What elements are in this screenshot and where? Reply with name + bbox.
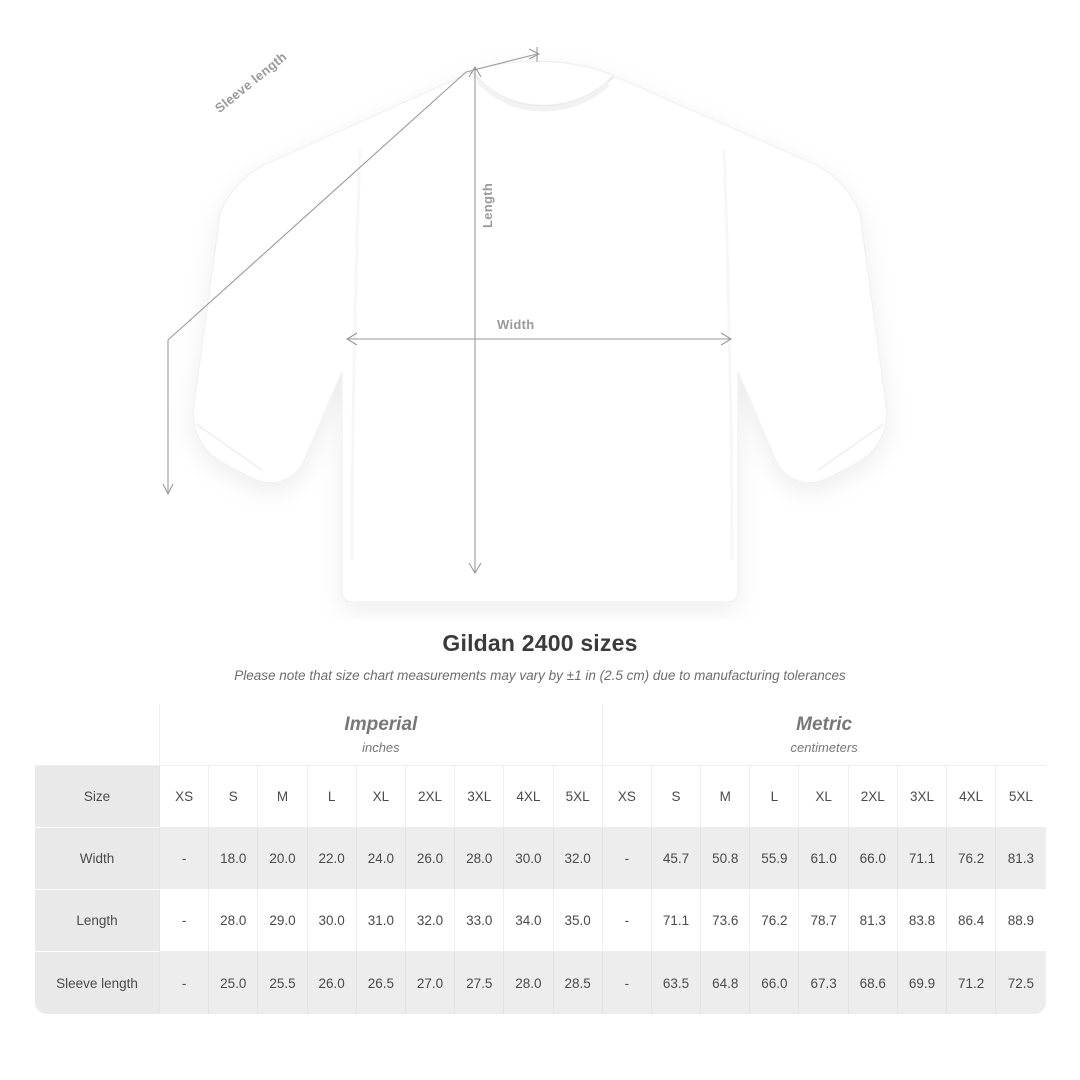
size-header-cell: M (258, 766, 307, 828)
cell: 78.7 (799, 890, 848, 952)
row-measure-label: Length (35, 890, 160, 952)
cell: 86.4 (947, 890, 996, 952)
size-header-row (35, 766, 1046, 828)
row-measure-label: Width (35, 828, 160, 890)
page-title: Gildan 2400 sizes (442, 630, 638, 656)
cell: 26.5 (357, 952, 406, 1014)
cell: 66.0 (849, 828, 898, 890)
units-corner-cell (35, 704, 160, 766)
tolerance-note: Please note that size chart measurements may vary by ±1 in (2.5 cm) due to manufacturing tolerances (234, 668, 846, 683)
size-header-cell: S (652, 766, 701, 828)
cell: 32.0 (554, 828, 603, 890)
cell: 69.9 (898, 952, 947, 1014)
cell: - (160, 890, 209, 952)
cell: 28.5 (554, 952, 603, 1014)
size-header-cell: L (750, 766, 799, 828)
cell: 28.0 (209, 890, 258, 952)
cell: - (160, 828, 209, 890)
cell: 64.8 (701, 952, 750, 1014)
cell: 29.0 (258, 890, 307, 952)
size-header-cell: 3XL (455, 766, 504, 828)
cell: 73.6 (701, 890, 750, 952)
cell: 63.5 (652, 952, 701, 1014)
cell: - (603, 890, 652, 952)
table-row (35, 952, 1046, 1014)
cell: 55.9 (750, 828, 799, 890)
cell: - (603, 952, 652, 1014)
cell: 35.0 (554, 890, 603, 952)
cell: 22.0 (308, 828, 357, 890)
cell: 34.0 (504, 890, 553, 952)
size-header-cell: 2XL (849, 766, 898, 828)
cell: 33.0 (455, 890, 504, 952)
unit-metric-cell (603, 704, 1046, 766)
cell: 30.0 (504, 828, 553, 890)
cell: 81.3 (849, 890, 898, 952)
cell: 88.9 (996, 890, 1045, 952)
cell: 18.0 (209, 828, 258, 890)
size-header-cell: XL (799, 766, 848, 828)
size-header-cell: 5XL (554, 766, 603, 828)
size-header-cell: 5XL (996, 766, 1045, 828)
units-header-row (35, 704, 1046, 766)
size-label-cell: Size (35, 766, 160, 828)
title-block (0, 630, 1080, 683)
unit-metric-sub: centimeters (790, 740, 858, 756)
size-header-cell: S (209, 766, 258, 828)
cell: 32.0 (406, 890, 455, 952)
unit-metric-title: Metric (796, 713, 853, 735)
cell: 26.0 (406, 828, 455, 890)
cell: 27.5 (455, 952, 504, 1014)
width-label: Width (497, 317, 535, 332)
sleeve-length-label: Sleeve length (212, 48, 290, 116)
cell: 30.0 (308, 890, 357, 952)
unit-imperial-cell (160, 704, 603, 766)
size-header-cell: L (308, 766, 357, 828)
size-table-wrap (35, 704, 1045, 1014)
cell: - (603, 828, 652, 890)
size-header-cell: M (701, 766, 750, 828)
size-header-cell: XS (160, 766, 209, 828)
cell: 28.0 (455, 828, 504, 890)
cell: 66.0 (750, 952, 799, 1014)
cell: 50.8 (701, 828, 750, 890)
cell: 71.2 (947, 952, 996, 1014)
size-header-cell: 4XL (947, 766, 996, 828)
cell: 25.5 (258, 952, 307, 1014)
cell: 72.5 (996, 952, 1045, 1014)
cell: 27.0 (406, 952, 455, 1014)
cell: 61.0 (799, 828, 848, 890)
size-header-cell: 2XL (406, 766, 455, 828)
cell: 76.2 (947, 828, 996, 890)
cell: 71.1 (652, 890, 701, 952)
cell: 25.0 (209, 952, 258, 1014)
table-row (35, 890, 1046, 952)
cell: 83.8 (898, 890, 947, 952)
cell: 24.0 (357, 828, 406, 890)
cell: 71.1 (898, 828, 947, 890)
unit-imperial-title: Imperial (344, 713, 418, 735)
cell: - (160, 952, 209, 1014)
cell: 28.0 (504, 952, 553, 1014)
size-header-cell: 3XL (898, 766, 947, 828)
cell: 31.0 (357, 890, 406, 952)
cell: 26.0 (308, 952, 357, 1014)
cell: 45.7 (652, 828, 701, 890)
shirt-shape (193, 61, 887, 602)
cell: 68.6 (849, 952, 898, 1014)
unit-imperial-sub: inches (362, 740, 400, 756)
length-label: Length (480, 182, 495, 228)
row-measure-label: Sleeve length (35, 952, 160, 1014)
cell: 20.0 (258, 828, 307, 890)
cell: 67.3 (799, 952, 848, 1014)
size-table (35, 704, 1046, 1014)
cell: 76.2 (750, 890, 799, 952)
table-row (35, 828, 1046, 890)
size-header-cell: XL (357, 766, 406, 828)
cell: 81.3 (996, 828, 1045, 890)
size-header-cell: XS (603, 766, 652, 828)
size-header-cell: 4XL (504, 766, 553, 828)
